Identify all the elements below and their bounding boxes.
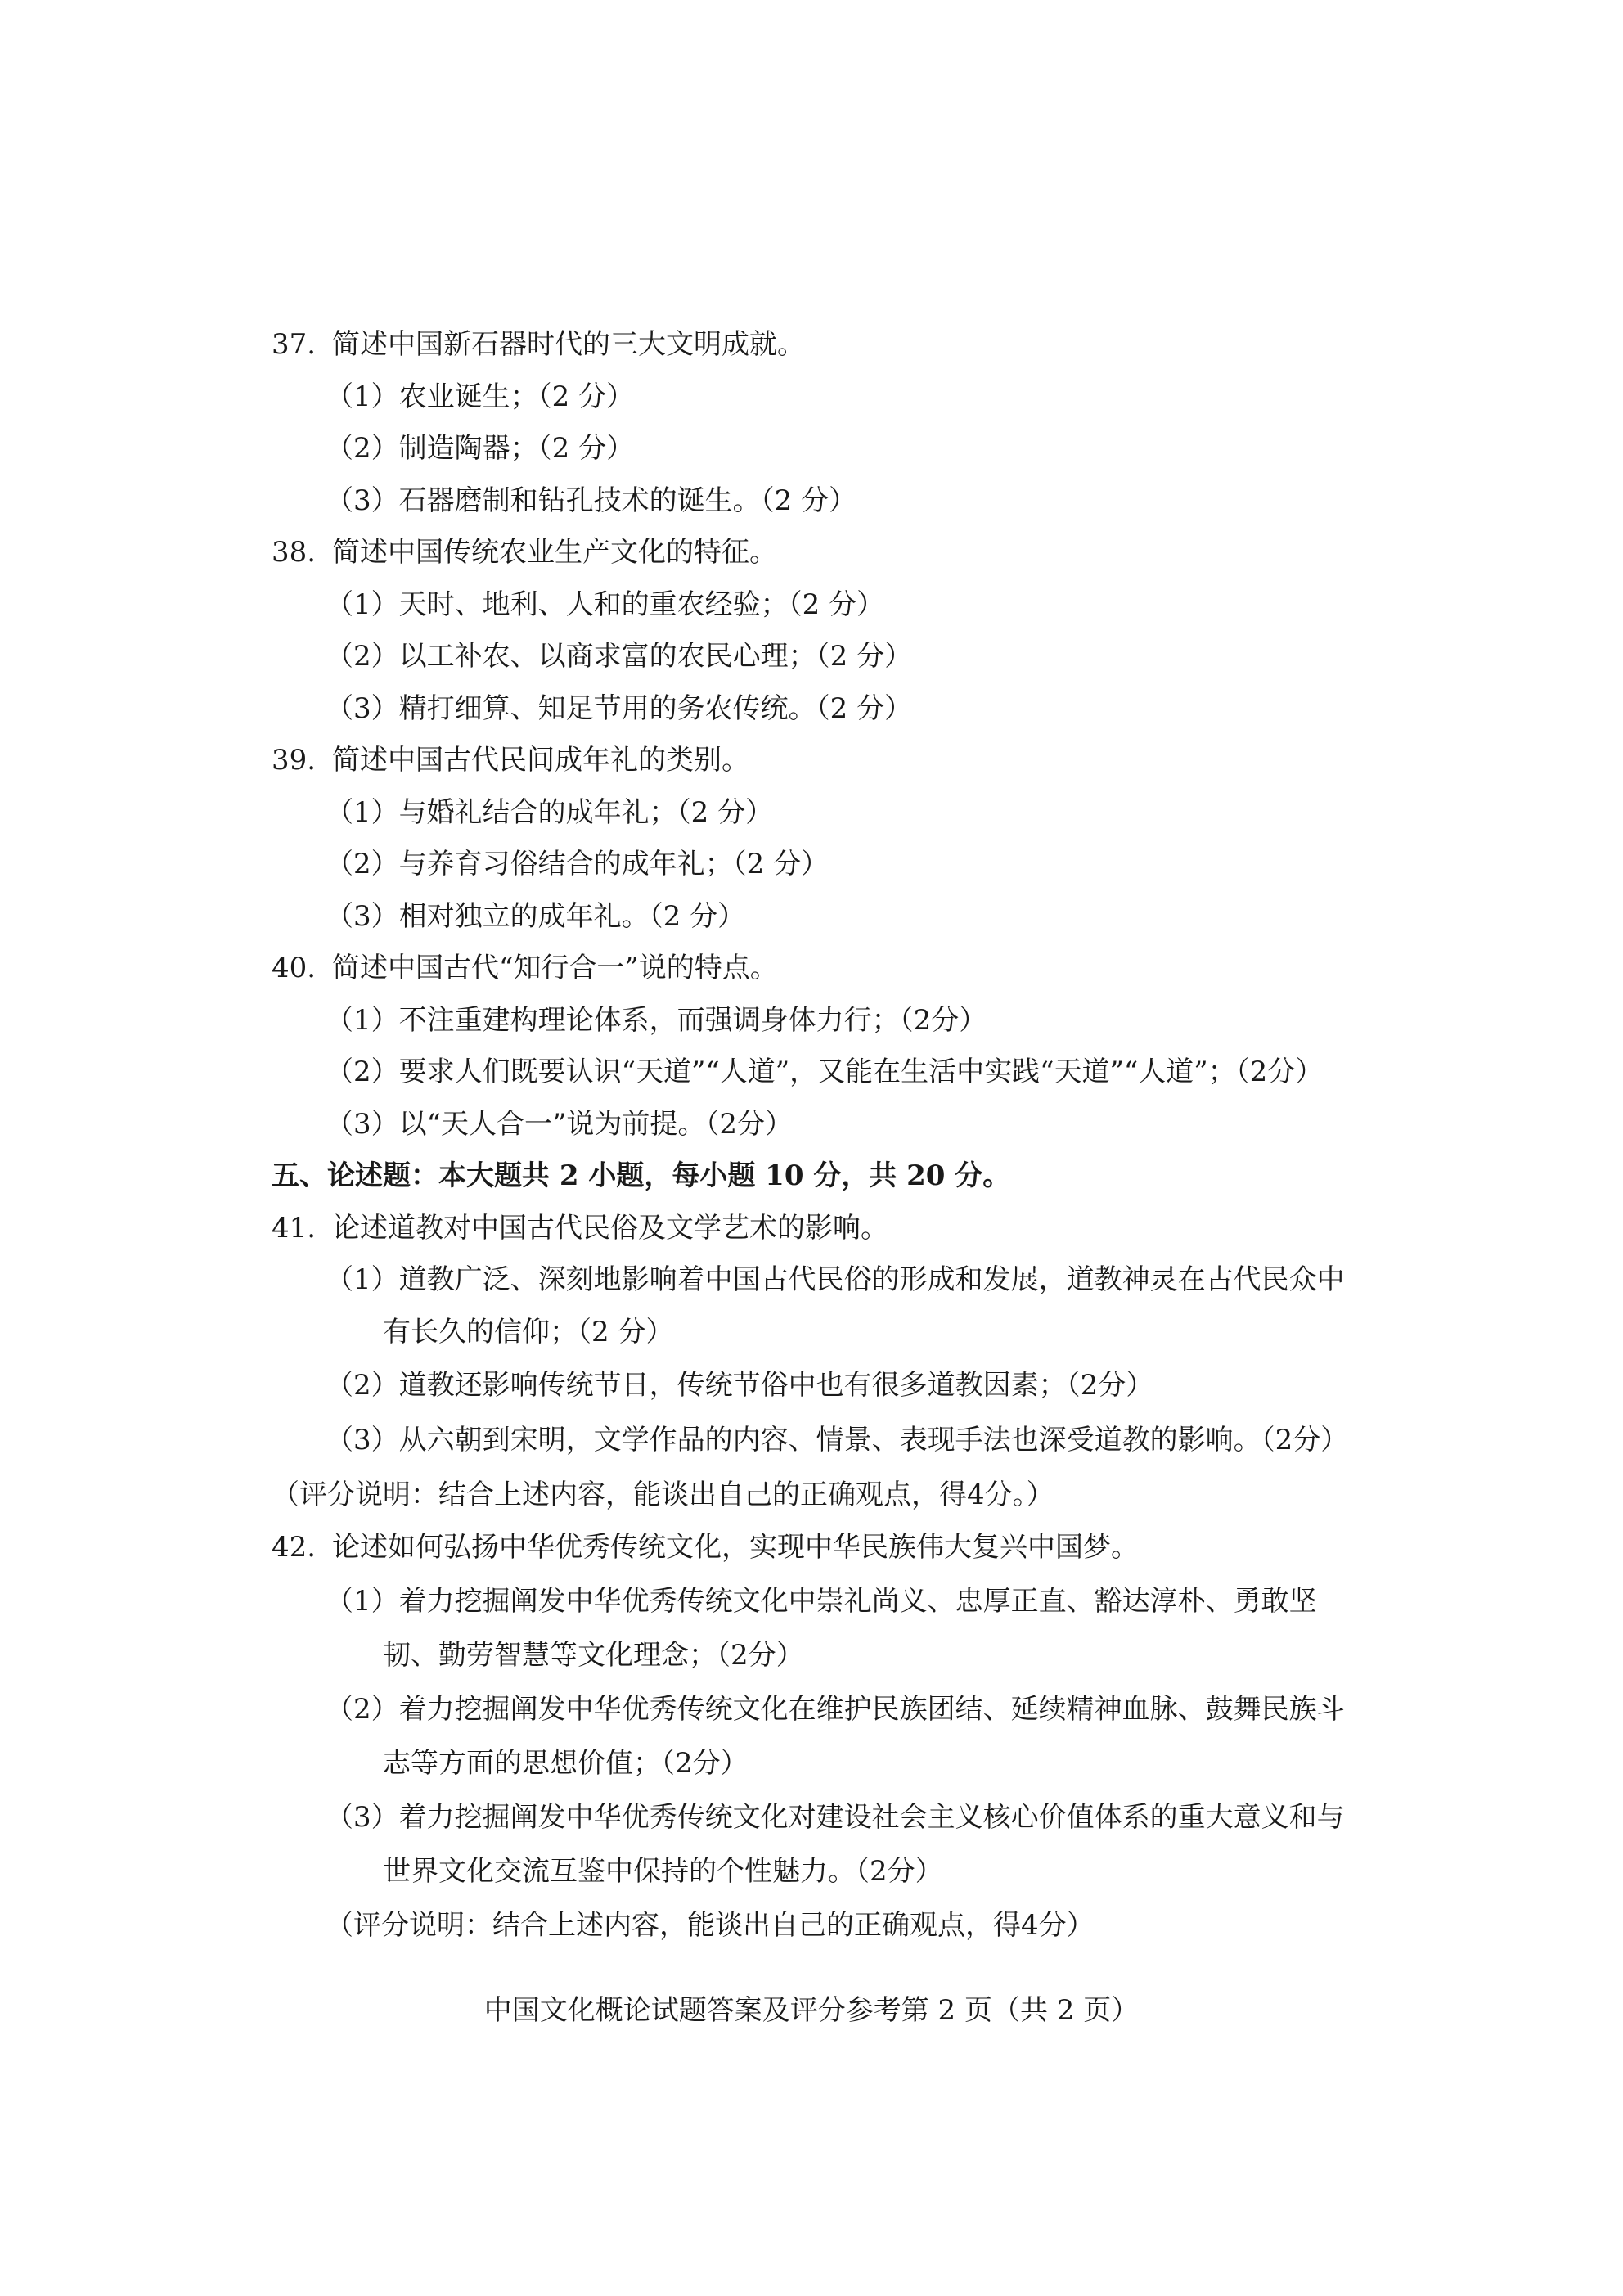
answer-item: （2）要求人们既要认识“天道”“人道”，又能在生活中实践“天道”“人道”；（2分） bbox=[326, 1056, 1324, 1088]
question-title bbox=[272, 1203, 1368, 1255]
question-number: 37. bbox=[272, 328, 317, 361]
answer-item: （2）以工补农、以商求富的农民心理；（2 分） bbox=[326, 640, 913, 673]
question-number: 42. bbox=[272, 1531, 317, 1564]
question-text: 论述道教对中国古代民俗及文学艺术的影响。 bbox=[332, 1211, 888, 1245]
question-title bbox=[272, 527, 1368, 579]
answer-item: （1）农业诞生；（2 分） bbox=[326, 380, 635, 413]
answer-item: （1）不注重建构理论体系，而强调身体力行；（2分） bbox=[326, 1003, 987, 1037]
question-title bbox=[272, 1522, 1368, 1574]
question-number: 40. bbox=[272, 952, 317, 984]
question-number: 38. bbox=[272, 536, 317, 569]
answer-item: （3）石器磨制和钻孔技术的诞生。（2 分） bbox=[326, 484, 857, 517]
answer-item: （3）着力挖掘阐发中华优秀传统文化对建设社会主义核心价值体系的重大意义和与世界文化交流互鉴中保持的个性魅力。（2分） bbox=[326, 1800, 1345, 1888]
answer-item: （2）道教还影响传统节日，传统节俗中也有很多道教因素；（2分） bbox=[326, 1369, 1154, 1402]
question-number: 39. bbox=[272, 744, 317, 777]
page-footer: 中国文化概论试题答案及评分参考第 2 页（共 2 页） bbox=[483, 1994, 1140, 2027]
question-title bbox=[272, 319, 1368, 371]
answer-item: （2）与养育习俗结合的成年礼；（2 分） bbox=[326, 848, 829, 880]
question-text: 简述中国古代民间成年礼的类别。 bbox=[332, 744, 749, 777]
answer-item: （3）以“天人合一”说为前提。（2分） bbox=[326, 1107, 794, 1141]
question-title bbox=[272, 735, 1368, 787]
answer-item: （3）相对独立的成年礼。（2 分） bbox=[326, 899, 746, 933]
scoring-note: （评分说明：结合上述内容，能谈出自己的正确观点，得4分。） bbox=[272, 1479, 1054, 1511]
answer-item: （1）道教广泛、深刻地影响着中国古代民俗的形成和发展，道教神灵在古代民众中有长久的信仰；（2 分） bbox=[326, 1263, 1345, 1348]
answer-item: （2）制造陶器；（2 分） bbox=[326, 432, 635, 465]
question-text: 简述中国传统农业生产文化的特征。 bbox=[332, 536, 777, 569]
answer-content bbox=[272, 319, 1368, 1952]
answer-item: （1）着力挖掘阐发中华优秀传统文化中崇礼尚义、忠厚正直、豁达淳朴、勇敢坚韧、勤劳智慧等文化理念；（2分） bbox=[326, 1584, 1317, 1672]
answer-item: （1）与婚礼结合的成年礼；（2 分） bbox=[326, 795, 774, 829]
answer-item: （3）精打细算、知足节用的务农传统。（2 分） bbox=[326, 691, 913, 725]
question-number: 41. bbox=[272, 1211, 317, 1245]
question-text: 简述中国新石器时代的三大文明成就。 bbox=[332, 328, 805, 361]
scoring-note: （评分说明：结合上述内容，能谈出自己的正确观点，得4分） bbox=[326, 1908, 1095, 1942]
answer-item: （3）从六朝到宋明，文学作品的内容、情景、表现手法也深受道教的影响。（2分） bbox=[326, 1424, 1349, 1456]
answer-item: （2）着力挖掘阐发中华优秀传统文化在维护民族团结、延续精神血脉、鼓舞民族斗志等方面的思想价值；（2分） bbox=[326, 1692, 1345, 1780]
question-title bbox=[272, 943, 1368, 995]
section-heading: 五、论述题：本大题共 2 小题，每小题 10 分，共 20 分。 bbox=[272, 1159, 1011, 1192]
answer-item: （1）天时、地利、人和的重农经验；（2 分） bbox=[326, 588, 885, 621]
question-text: 简述中国古代“知行合一”说的特点。 bbox=[332, 952, 778, 984]
question-text: 论述如何弘扬中华优秀传统文化，实现中华民族伟大复兴中国梦。 bbox=[332, 1531, 1139, 1564]
